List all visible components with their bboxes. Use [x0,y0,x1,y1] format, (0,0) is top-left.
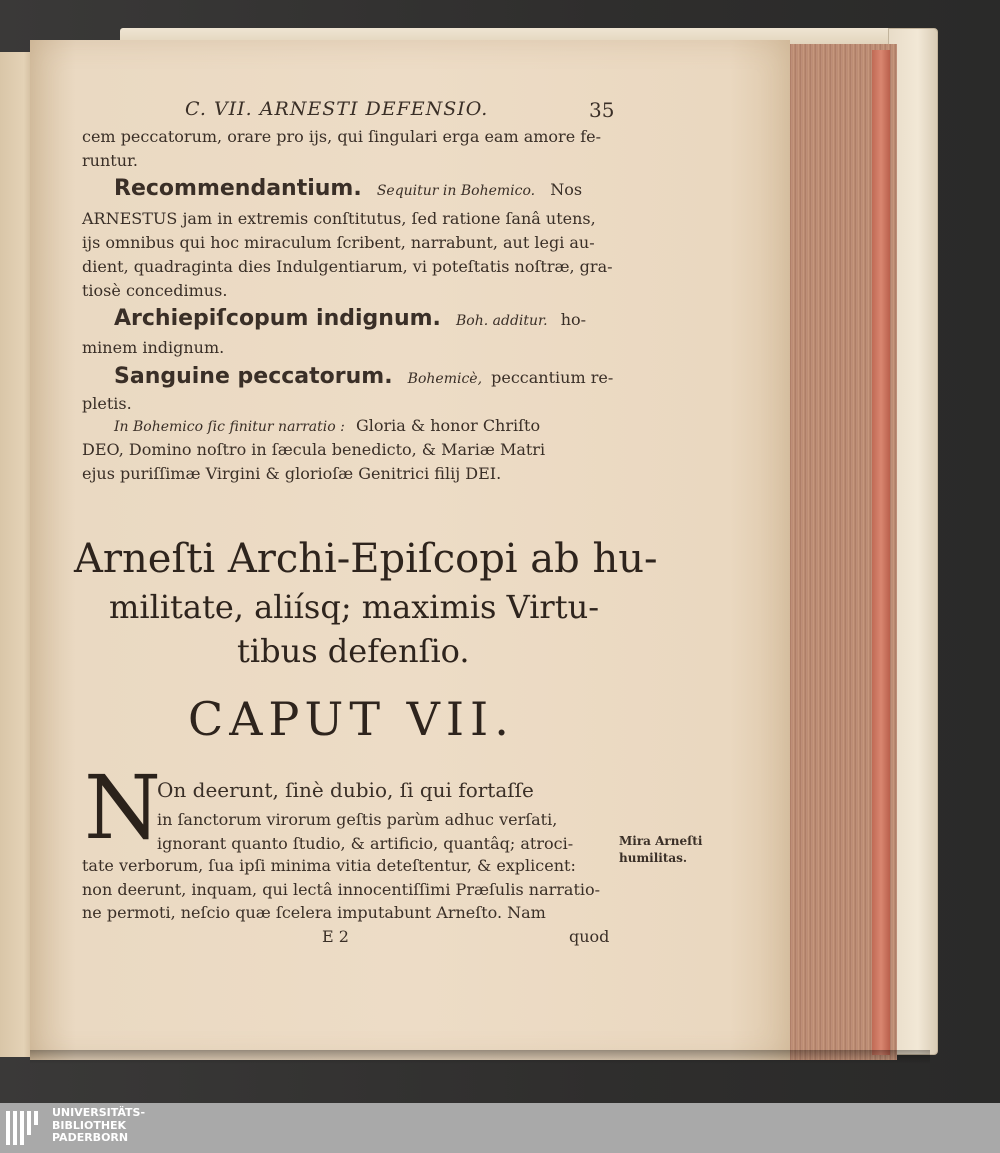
catchword: quod [569,927,610,946]
chapter-title-line: tibus defenſio. [237,632,470,670]
chapter-title-line: Arneſti Archi-Epiſcopi ab hu- [74,536,658,582]
section-rest: Nos [550,180,583,199]
text-line: ijs omnibus qui hoc miraculum ſcribent, narrabunt, aut legi au- [82,233,595,252]
text-line: ignorant quanto ſtudio, & artificio, quantâq; atroci- [157,834,574,853]
library-name-line: BIBLIOTHEK [52,1118,127,1132]
text-line: pletis. [82,394,132,413]
conclusion-line [114,416,540,435]
signature-mark: E 2 [322,927,349,946]
drop-cap: N [84,756,161,859]
text-line: ARNESTUS jam in extremis conſtitutus, ſed ratione ſanâ utens, [82,209,596,228]
section-archiepiscopum [114,306,586,331]
text-line: ejus puriſſimæ Virgini & glorioſæ Genitrici filij DEI. [82,464,502,483]
text-line: ne permoti, neſcio quæ ſcelera imputabunt Arneſto. Nam [82,903,546,922]
library-logo-icon [6,1111,46,1145]
section-recommendantium [114,176,582,201]
red-page-edge [872,50,890,1055]
text-line: runtur. [82,151,138,170]
page-number: 35 [589,98,615,122]
section-head: Sanguine peccatorum. [114,364,393,389]
margin-note-line: humilitas. [619,851,688,865]
library-name [52,1107,145,1145]
text-line: non deerunt, inquam, qui lectâ innocentiſſimi Præſulis narratio- [82,880,601,899]
text-line: minem indignum. [82,338,225,357]
conclusion-note: In Bohemico ſic finitur narratio : [114,419,345,435]
section-note: Sequitur in Bohemico. [376,183,536,199]
section-rest: peccantium re- [491,368,614,387]
text-line: tate verborum, ſua ipſi minima vitia deteſtentur, & explicent: [82,856,576,875]
text-line: in ſanctorum virorum geſtis parùm adhuc verſati, [157,810,558,829]
section-head: Recommendantium. [114,176,362,201]
text-line: DEO, Domino noſtro in ſæcula benedicto, & Mariæ Matri [82,440,546,459]
chapter-heading: CAPUT VII. [188,692,515,746]
section-note: Boh. additur. [456,313,548,329]
text-line: cem peccatorum, orare pro ijs, qui ſingulari erga eam amore fe- [82,127,602,146]
section-head: Archiepiſcopum indignum. [114,306,441,331]
page-shadow [30,1050,930,1064]
section-rest: ho- [560,310,587,329]
conclusion-rest: Gloria & honor Chriſto [355,416,541,435]
section-note: Bohemicè, [407,371,483,387]
chapter-title-line: militate, aliísq; maximis Virtu- [109,588,599,626]
library-name-line: UNIVERSITÄTS- [52,1106,146,1119]
text-line: On deerunt, ſinè dubio, ſi qui fortaſſe [157,778,534,802]
running-header: C. VII. ARNESTI DEFENSIO. [185,98,489,120]
section-sanguine [114,364,613,389]
margin-note-line: Mira Arneſti [619,834,703,848]
text-line: dient, quadraginta dies Indulgentiarum, vi poteſtatis noſtræ, gra- [82,257,613,276]
library-footer [0,1103,1000,1153]
text-line: tiosè concedimus. [82,281,228,300]
library-name-line: PADERBORN [52,1131,129,1144]
